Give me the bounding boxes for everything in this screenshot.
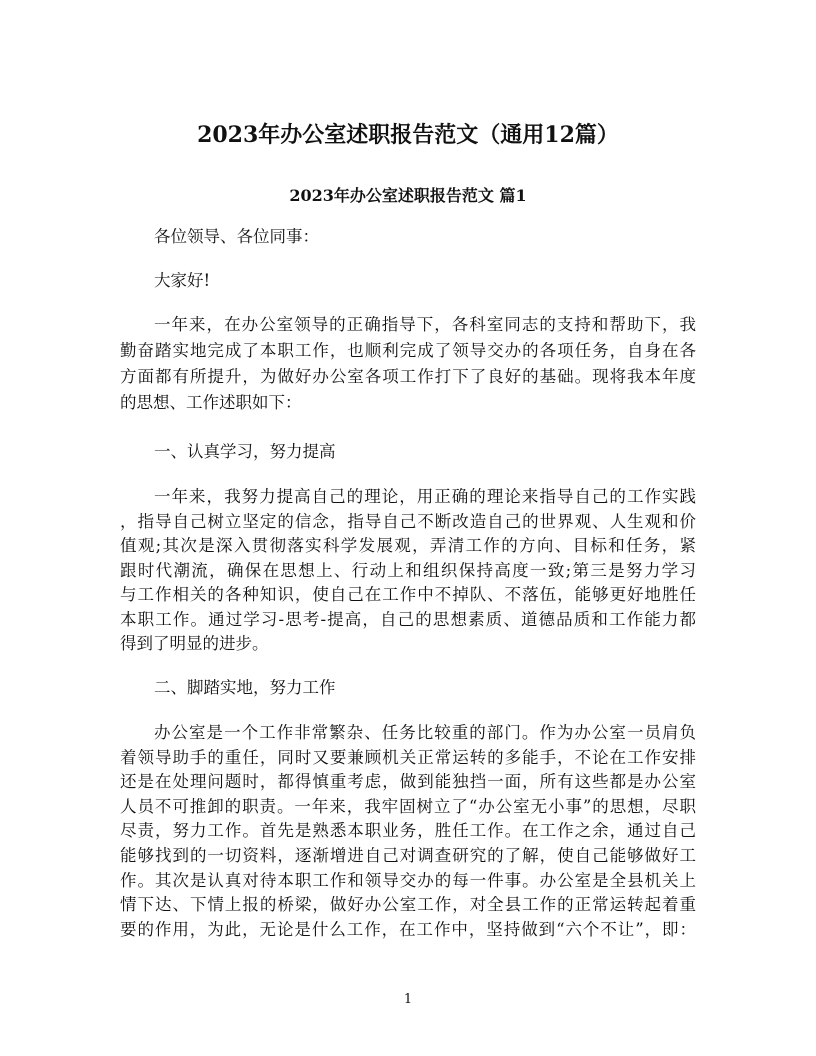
text-line: 跟时代潮流，确保在思想上、行动上和组织保持高度一致;第三是努力学习 [120, 560, 696, 580]
text-line: 得到了明显的进步。 [120, 634, 269, 653]
text-line: 人员不可推卸的职责。一年来，我牢固树立了“办公室无小事”的思想，尽职 [120, 796, 696, 816]
text-line: 的思想、工作述职如下： [120, 393, 302, 412]
text-line: 着领导助手的重任，同时又要兼顾机关正常运转的多能手，不论在工作安排 [120, 747, 696, 767]
text-line: 一年来，在办公室领导的正确指导下，各科室同志的支持和帮助下，我 [154, 315, 696, 334]
hello: 大家好! [154, 271, 211, 290]
heading-1: 一、认真学习，努力提高 [154, 442, 336, 461]
text-line: 能够找到的一切资料，逐渐增进自己对调查研究的了解，使自己能够做好工 [120, 846, 696, 865]
text-line: 还是在处理问题时，都得慎重考虑，做到能独挡一面，所有这些都是办公室 [120, 772, 696, 792]
page-number: 1 [403, 992, 413, 1007]
text-line: 一年来，我努力提高自己的理论，用正确的理论来指导自己的工作实践 [154, 487, 696, 506]
greeting: 各位领导、各位同事： [154, 227, 319, 246]
text-line: 值观;其次是深入贯彻落实科学发展观，弄清工作的方向、目标和任务，紧 [120, 536, 696, 555]
heading-2: 二、脚踏实地，努力工作 [154, 678, 336, 697]
document-title: 2023年办公室述职报告范文（通用12篇） [197, 122, 619, 148]
text-line: 尽责，努力工作。首先是熟悉本职业务，胜任工作。在工作之余，通过自己 [120, 821, 696, 841]
text-line: 与工作相关的各种知识，使自己在工作中不掉队、不落伍，能够更好地胜任 [120, 585, 696, 604]
section-title: 2023年办公室述职报告范文 篇1 [289, 186, 527, 205]
text-line: 方面都有所提升，为做好办公室各项工作打下了良好的基础。现将我本年度 [120, 367, 696, 386]
text-line: ，指导自己树立坚定的信念，指导自己不断改造自己的世界观、人生观和价 [120, 511, 696, 531]
text-line: 本职工作。通过学习-思考-提高，自己的思想素质、道德品质和工作能力都 [120, 609, 696, 629]
text-line: 作。其次是认真对待本职工作和领导交办的每一件事。办公室是全县机关上 [120, 870, 696, 890]
text-line: 要的作用，为此，无论是什么工作，在工作中，坚持做到“六个不让”，即： [120, 919, 696, 939]
text-line: 情下达、下情上报的桥梁，做好办公室工作，对全县工作的正常运转起着重 [120, 895, 696, 915]
text-line: 办公室是一个工作非常繁杂、任务比较重的部门。作为办公室一员肩负 [154, 723, 696, 742]
text-line: 勤奋踏实地完成了本职工作，也顺利完成了领导交办的各项任务，自身在各 [120, 341, 696, 360]
